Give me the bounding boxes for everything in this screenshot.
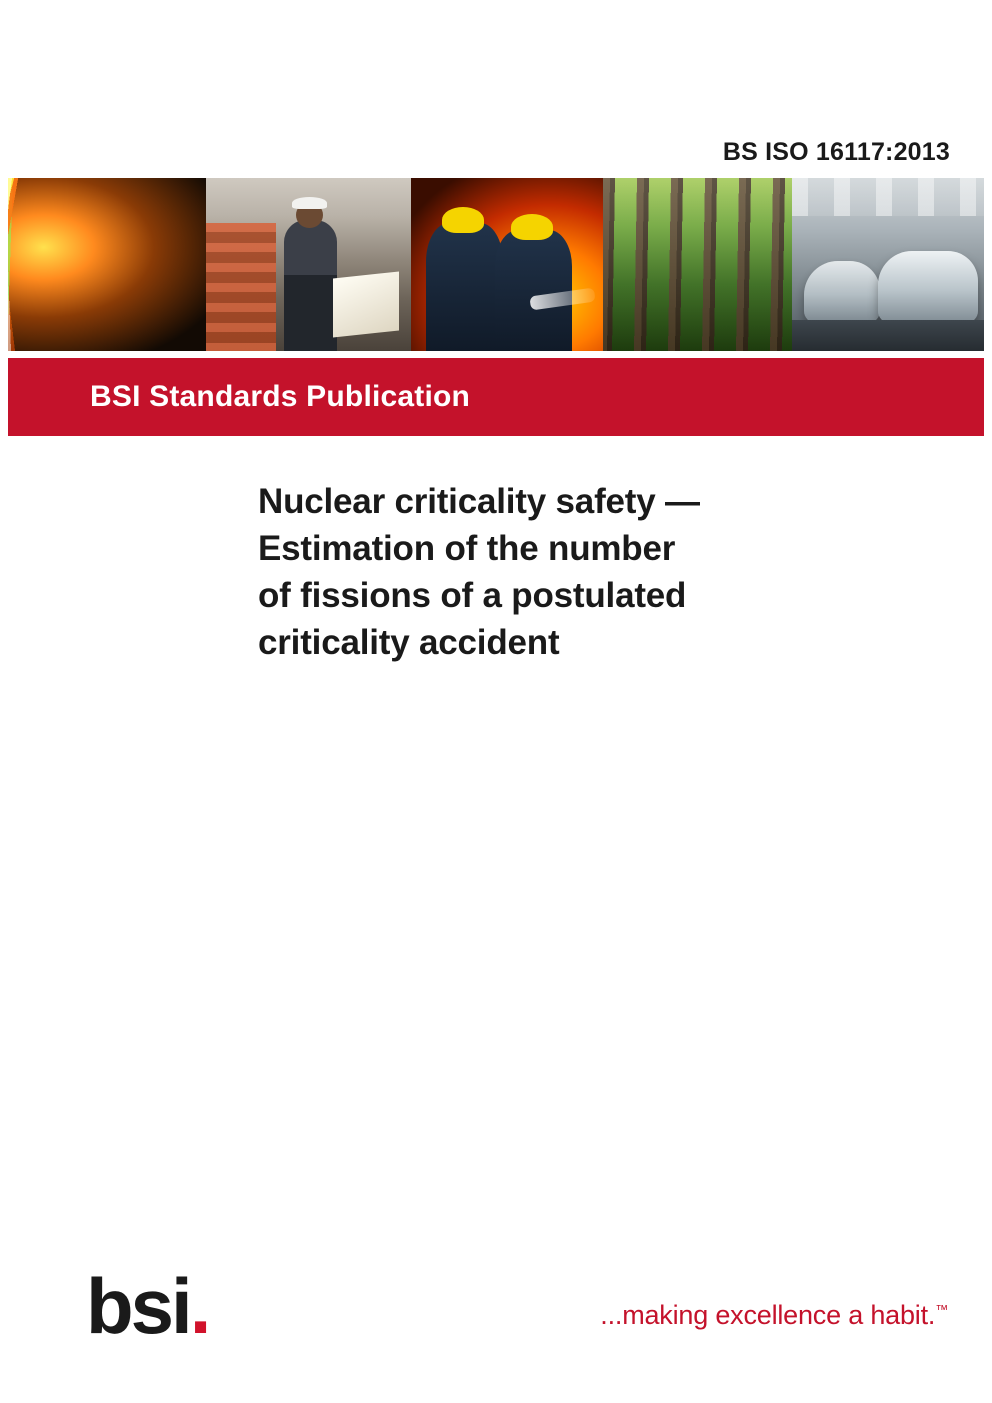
worker-body-shape xyxy=(284,220,337,351)
page-title-line-4: criticality accident xyxy=(258,623,560,662)
firefighter-right-shape xyxy=(495,230,572,351)
warehouse-rack-shape xyxy=(206,223,276,351)
page-title-line-2: Estimation of the number xyxy=(258,529,676,568)
factory-floor-shape xyxy=(792,320,984,351)
firefighter-left-shape xyxy=(426,223,503,351)
bsi-tagline xyxy=(600,1300,948,1331)
page-title xyxy=(258,478,878,666)
page-title-line-3: of fissions of a postulated xyxy=(258,576,687,615)
cover-photo-strip xyxy=(8,178,984,351)
pine-forest-image xyxy=(603,178,792,351)
firefighters-with-hose-image xyxy=(411,178,603,351)
bsi-tagline-text: ...making excellence a habit. xyxy=(600,1300,936,1330)
car-assembly-line-image xyxy=(792,178,984,351)
car-far-shape xyxy=(804,261,881,323)
bsi-logo-dot: . xyxy=(189,1262,209,1350)
firefighter-helmet-right-shape xyxy=(511,214,553,240)
standard-number: BS ISO 16117:2013 xyxy=(722,138,950,166)
factory-ceiling-lights-shape xyxy=(792,178,984,216)
car-near-shape xyxy=(878,251,978,324)
trademark-symbol: ™ xyxy=(935,1302,948,1317)
standards-publication-band xyxy=(8,358,984,436)
night-traffic-light-trails-image xyxy=(8,178,206,351)
cardboard-box-shape xyxy=(333,271,399,337)
bsi-logo xyxy=(86,1262,209,1350)
worker-cap-shape xyxy=(292,197,327,209)
bsi-logo-text: bsi xyxy=(86,1262,190,1350)
standards-publication-label: BSI Standards Publication xyxy=(90,380,471,413)
firefighter-helmet-left-shape xyxy=(442,207,484,233)
page-title-line-1: Nuclear criticality safety — xyxy=(258,482,700,521)
warehouse-worker-handling-boxes-image xyxy=(206,178,411,351)
